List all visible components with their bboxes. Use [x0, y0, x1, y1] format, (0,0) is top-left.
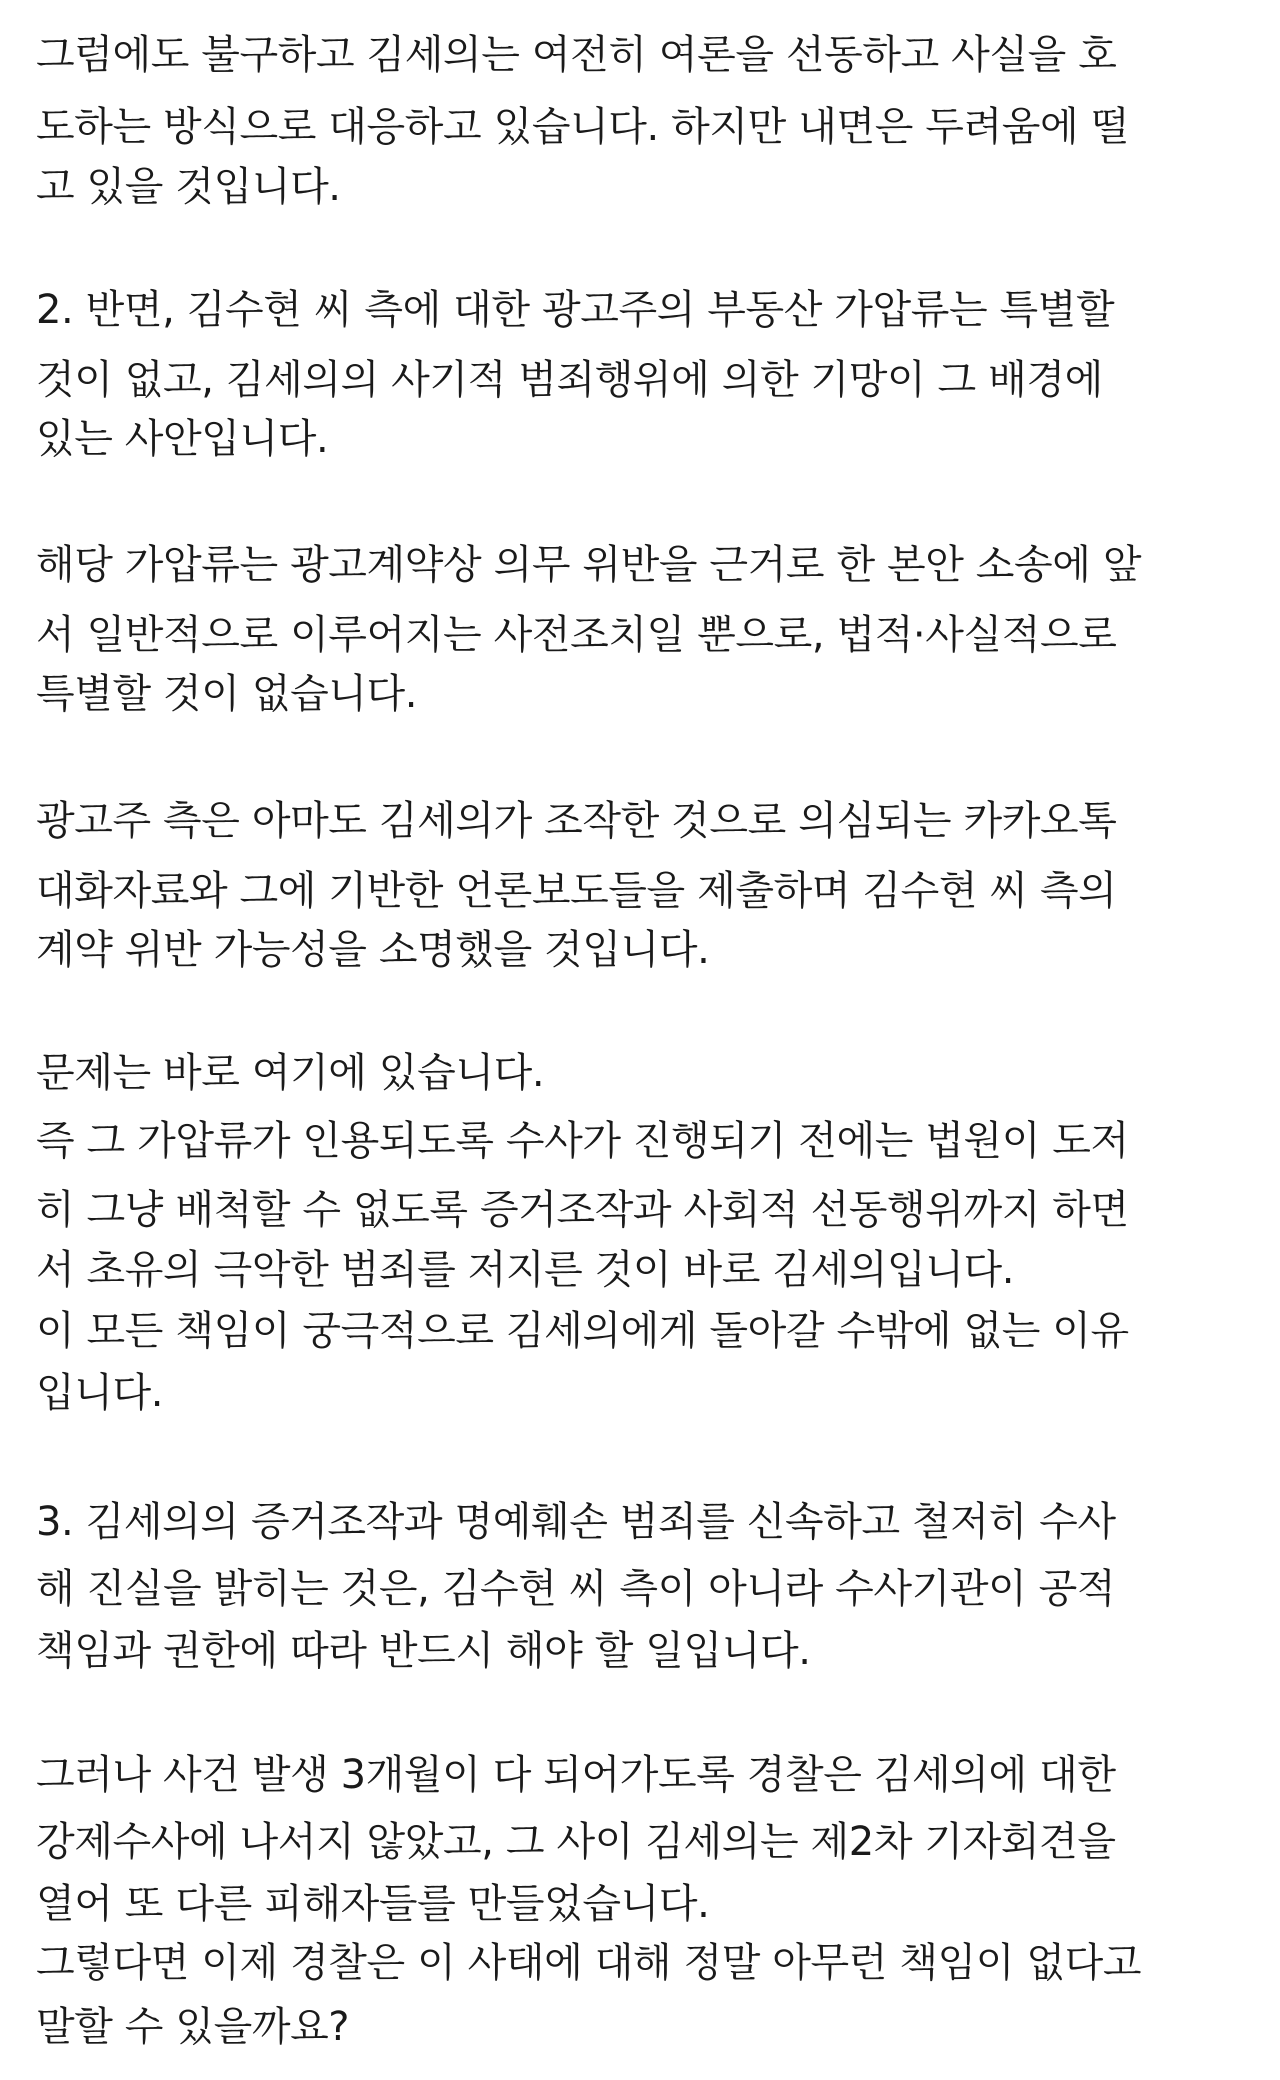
text-line: 계약 위반 가능성을 소명했을 것입니다.	[36, 927, 710, 973]
text-line: 2. 반면, 김수현 씨 측에 대한 광고주의 부동산 가압류는 특별할	[36, 287, 1115, 333]
text-line: 3. 김세의의 증거조작과 명예훼손 범죄를 신속하고 철저히 수사	[36, 1499, 1116, 1545]
text-line: 해당 가압류는 광고계약상 의무 위반을 근거로 한 본안 소송에 앞	[36, 542, 1142, 588]
text-line: 강제수사에 나서지 않았고, 그 사이 김세의는 제2차 기자회견을	[36, 1819, 1116, 1865]
text-line: 즉 그 가압류가 인용되도록 수사가 진행되기 전에는 법원이 도저	[36, 1118, 1129, 1164]
text-line: 광고주 측은 아마도 김세의가 조작한 것으로 의심되는 카카오톡	[36, 798, 1117, 844]
text-line: 그렇다면 이제 경찰은 이 사태에 대해 정말 아무런 책임이 없다고	[36, 1940, 1142, 1986]
text-line: 대화자료와 그에 기반한 언론보도들을 제출하며 김수현 씨 측의	[36, 868, 1117, 914]
text-line: 입니다.	[36, 1370, 164, 1416]
text-line: 것이 없고, 김세의의 사기적 범죄행위에 의한 기망이 그 배경에	[36, 357, 1103, 403]
text-line: 그러나 사건 발생 3개월이 다 되어가도록 경찰은 김세의에 대한	[36, 1752, 1116, 1798]
text-line: 히 그냥 배척할 수 없도록 증거조작과 사회적 선동행위까지 하면	[36, 1187, 1129, 1233]
text-line: 이 모든 책임이 궁극적으로 김세의에게 돌아갈 수밖에 없는 이유	[36, 1308, 1129, 1354]
text-line: 서 초유의 극악한 범죄를 저지른 것이 바로 김세의입니다.	[36, 1247, 1015, 1293]
text-line: 고 있을 것입니다.	[36, 164, 341, 210]
text-line: 특별할 것이 없습니다.	[36, 671, 418, 717]
text-line: 말할 수 있을까요?	[36, 2004, 350, 2050]
text-line: 해 진실을 밝히는 것은, 김수현 씨 측이 아니라 수사기관이 공적	[36, 1566, 1116, 1612]
text-line: 도하는 방식으로 대응하고 있습니다. 하지만 내면은 두려움에 떨	[36, 104, 1129, 150]
text-line: 책임과 권한에 따라 반드시 해야 할 일입니다.	[36, 1628, 811, 1674]
text-line: 열어 또 다른 피해자들를 만들었습니다.	[36, 1881, 710, 1927]
text-line: 있는 사안입니다.	[36, 416, 329, 462]
text-line: 문제는 바로 여기에 있습니다.	[36, 1050, 545, 1096]
text-line: 서 일반적으로 이루어지는 사전조치일 뿐으로, 법적·사실적으로	[36, 612, 1117, 658]
text-line: 그럼에도 불구하고 김세의는 여전히 여론을 선동하고 사실을 호	[36, 32, 1117, 78]
